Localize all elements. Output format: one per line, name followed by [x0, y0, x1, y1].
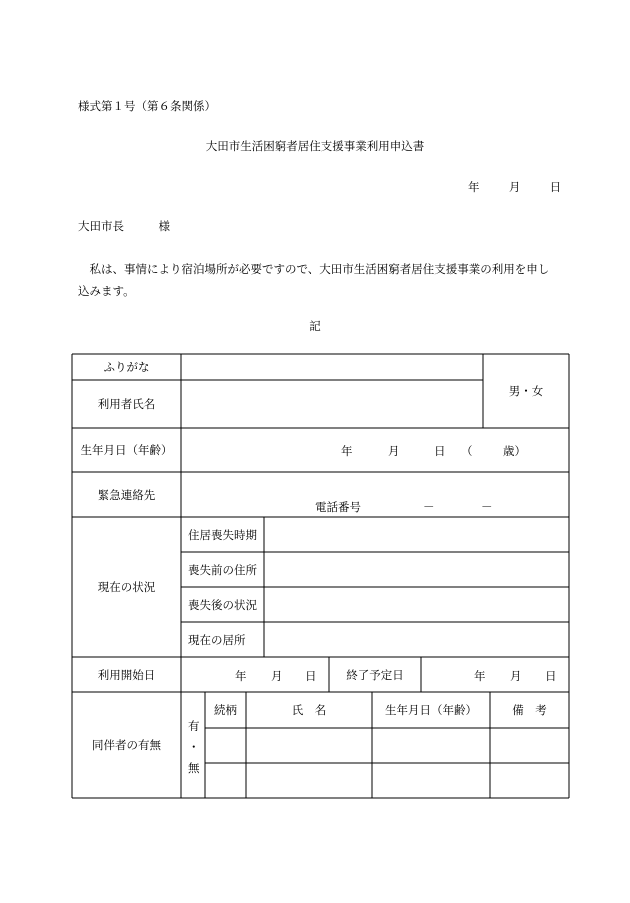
- phone-dash-1: －: [423, 500, 435, 514]
- previous-address-input[interactable]: [265, 553, 568, 586]
- gender-select[interactable]: 男・女: [508, 384, 544, 398]
- emergency-contact-label: 緊急連絡先: [97, 487, 156, 502]
- start-year-unit: 年: [235, 669, 247, 683]
- start-month-unit: 月: [271, 669, 283, 683]
- end-month-unit: 月: [510, 669, 522, 683]
- date-month: 月: [508, 180, 521, 194]
- current-residence-input[interactable]: [265, 623, 568, 656]
- form-number: 様式第１号（第６条関係）: [78, 99, 216, 113]
- age-open-paren: （: [461, 444, 473, 458]
- applicant-name-input[interactable]: [182, 381, 482, 427]
- companion-yes[interactable]: 有: [188, 719, 200, 733]
- end-date-label: 終了予定日: [346, 667, 404, 682]
- phone-dash-2: －: [481, 500, 493, 514]
- addressee: 大田市長 様: [78, 219, 170, 233]
- ki-heading: 記: [309, 319, 321, 333]
- housing-loss-date-label: 住居喪失時期: [188, 527, 257, 542]
- companion-remarks-header: 備 考: [512, 703, 547, 717]
- phone-number-label: 電話番号: [315, 500, 361, 514]
- furigana-input[interactable]: [182, 355, 482, 379]
- companion-separator: ・: [188, 740, 200, 754]
- housing-loss-date-input[interactable]: [265, 518, 568, 551]
- post-loss-situation-label: 喪失後の状況: [188, 597, 257, 612]
- date-year: 年: [468, 180, 480, 194]
- current-residence-label: 現在の居所: [188, 632, 246, 647]
- start-date-label: 利用開始日: [97, 667, 156, 682]
- post-loss-situation-input[interactable]: [265, 588, 568, 621]
- birth-day-unit: 日: [434, 444, 446, 458]
- end-year-unit: 年: [474, 669, 486, 683]
- companion-name-header: 氏 名: [291, 703, 327, 717]
- companion-birth-header: 生年月日（年齢）: [385, 703, 477, 717]
- birth-date-label: 生年月日（年齢）: [80, 443, 173, 457]
- end-day-unit: 日: [545, 669, 557, 683]
- form-title: 大田市生活困窮者居住支援事業利用申込書: [205, 139, 425, 153]
- application-statement: 私は、事情により宿泊場所が必要ですので、大田市生活困窮者居住支援事業の利用を申し込みます。: [78, 262, 550, 298]
- furigana-label: ふりがな: [103, 360, 150, 374]
- age-unit: 歳）: [503, 444, 526, 458]
- companion-relation-header: 続柄: [214, 703, 237, 717]
- birth-month-unit: 月: [388, 444, 400, 458]
- birth-year-unit: 年: [341, 444, 353, 458]
- date-day: 日: [549, 180, 562, 194]
- previous-address-label: 喪失前の住所: [188, 562, 257, 577]
- start-day-unit: 日: [305, 669, 317, 683]
- companion-no[interactable]: 無: [188, 761, 200, 775]
- companion-label: 同伴者の有無: [92, 738, 161, 752]
- applicant-name-label: 利用者氏名: [97, 397, 156, 411]
- current-situation-label: 現在の状況: [97, 580, 156, 594]
